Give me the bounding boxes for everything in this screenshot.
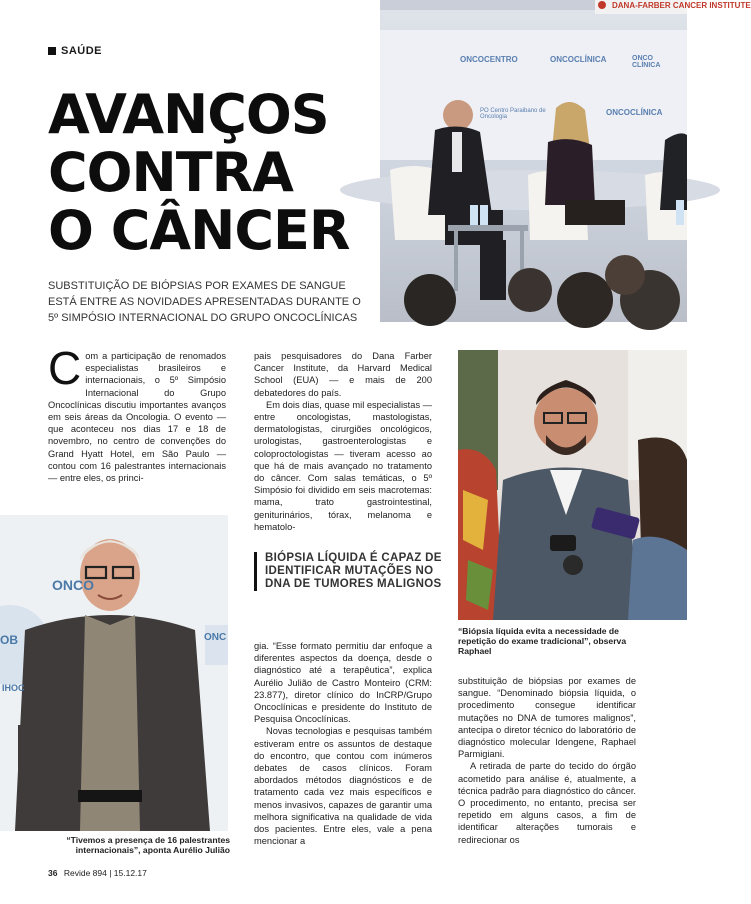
interview-illustration — [458, 350, 687, 620]
logo-centro-paraibano: PO Centro Paraibano de Oncologia — [480, 108, 546, 120]
headline-line-2: CONTRA — [48, 141, 293, 204]
paragraph: gia. “Esse formato permitiu dar enfoque a diferentes aspectos da doença, desde o diagnóstico até a terapêutica”, explica Aurélio Julião de Castro Monteiro (CRM: 23.877), diretor clínico do InCRP/Grupo Oncoclínicas e presidente do Instituto de Pesquisa Oncoclínicas. — [254, 641, 432, 725]
paragraph: pais pesquisadores do Dana Farber Cancer Institute, da Harvard Medical School (EUA) — e mais de 200 debatedores do país. — [254, 351, 432, 398]
section-tag — [48, 45, 102, 57]
panel-discussion-photo — [380, 0, 751, 322]
logo-oncocentro: ONCOCENTRO — [460, 55, 518, 64]
page-footer — [48, 868, 147, 878]
headline — [48, 83, 378, 262]
logo-oncoclinica-2: ONCO CLÍNICA — [632, 55, 661, 69]
section-square-icon — [48, 47, 56, 55]
paragraph: om a participação de renomados especialistas brasileiros e internacionais, o 5º Simpósio Internacional do Grupo Oncoclínicas discutiu importantes avanços em seis áreas da Oncologia. O evento — que aconteceu nos dias 17 e 18 de novembro, no centro de convenções do Grand Hyatt Hotel, em São Paulo — contou com 16 palestrantes internacionais — entre eles, os princi- — [48, 351, 226, 484]
headline-line-1: AVANÇOS — [48, 83, 329, 146]
caption-right: “Biópsia líquida evita a necessidade de repetição do exame tradicional”, observa Raphael — [458, 626, 627, 656]
portrait-illustration — [0, 515, 228, 831]
headline-line-3: O CÂNCER — [48, 199, 350, 262]
article-column-1 — [48, 342, 226, 498]
paragraph: A retirada de parte do tecido do órgão acometido para análise é, atualmente, a técnica padrão para diagnóstico do câncer. O procedimento, no entanto, precisa ser repetido em alguns casos, a fim de identificar alterações tumorais e redirecionar os — [458, 761, 636, 845]
article-column-3 — [458, 675, 636, 855]
logo-dana-farber: DANA-FARBER CANCER INSTITUTE — [612, 1, 751, 10]
raphael-interview-photo — [458, 350, 687, 620]
panel-discussion-illustration — [380, 0, 687, 322]
page-number: 36 — [48, 868, 58, 878]
article-column-2-continued — [254, 640, 432, 855]
paragraph: Em dois dias, quase mil especialistas — entre oncologistas, mastologistas, dermatologistas, cirurgiões oncológicos, urologistas, gastroenterologistas e coloproctologistas — tiveram acesso ao que há de mais avançado no tratamento do câncer. Com salas temáticas, o 5º Simpósio foi dividido em seis macrotemas: mama, trato gastrointestinal, geniturinários, tórax, melanoma e hematolo- — [254, 399, 432, 532]
aurelio-juliao-photo — [0, 515, 228, 831]
caption-left: “Tivemos a presença de 16 palestrantes internacionais”, aponta Aurélio Julião — [66, 835, 230, 855]
logo-ob-left: OB — [0, 633, 18, 647]
section-label: SAÚDE — [61, 45, 103, 57]
article-column-2 — [254, 350, 432, 532]
logo-oncoclinica-1: ONCOCLÍNICA — [550, 55, 607, 64]
paragraph: substituição de biópsias por exames de sangue. “Denominado biópsia líquida, o procedimento consegue identificar mutações no DNA de tumores malignos”, antecipa o diretor técnico do laboratório de diagnóstico molecular Idengene, Raphael Parmigiani. — [458, 676, 636, 760]
issue-info: Revide 894 | 15.12.17 — [63, 868, 147, 878]
logo-oncoclinica-3: ONCOCLÍNICA — [606, 108, 663, 117]
logo-onco-left: ONCO — [52, 577, 94, 593]
logo-onc-right: ONC — [204, 632, 227, 643]
pull-quote: BIÓPSIA LÍQUIDA É CAPAZ DE IDENTIFICAR MUTAÇÕES NO DNA DE TUMORES MALIGNOS — [254, 552, 443, 591]
drop-cap: C — [48, 342, 82, 394]
logo-ihoc-left: IHOC — [2, 683, 25, 693]
subtitle: SUBSTITUIÇÃO DE BIÓPSIAS POR EXAMES DE SANGUE ESTÁ ENTRE AS NOVIDADES APRESENTADAS DURANTE O 5º SIMPÓSIO INTERNACIONAL DO GRUPO ONCOCLÍNICAS — [48, 280, 361, 324]
paragraph: Novas tecnologias e pesquisas também estiveram entre os assuntos de destaque do encontro, que contou com inúmeros debates de casos clínicos. Foram abordados métodos diagnósticos e de tratamento cada vez mais específicos e menos invasivos, capazes de garantir uma melhora significativa na qualidade de vida dos pacientes. Entre eles, vale a pena mencionar a — [254, 726, 432, 847]
